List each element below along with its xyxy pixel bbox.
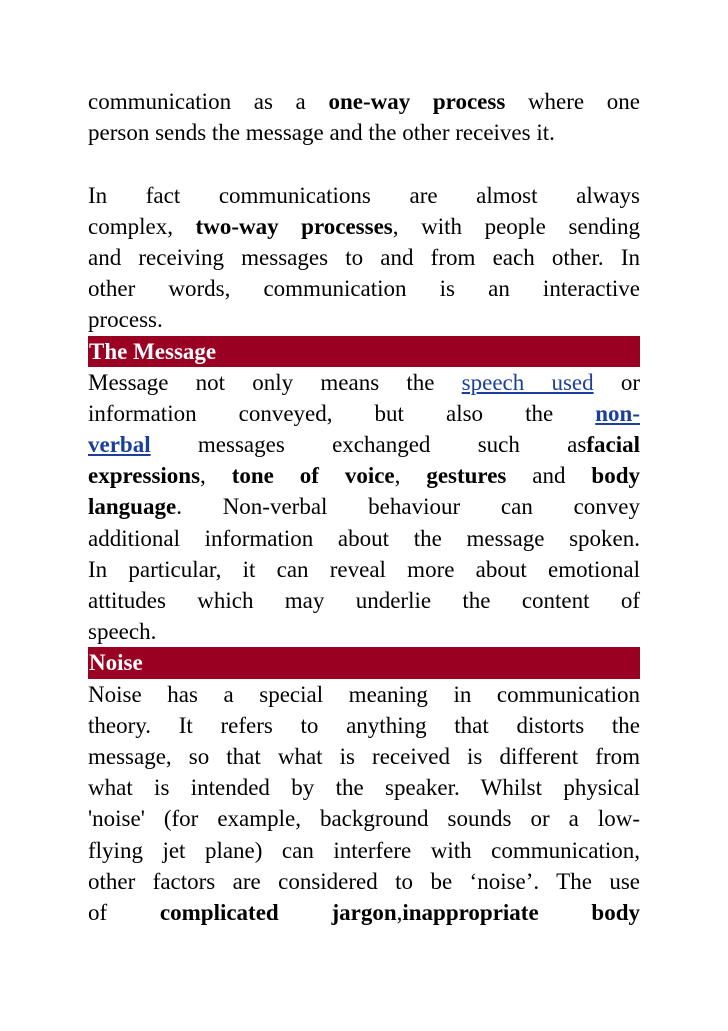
message-line-9: speech. [88,619,157,645]
noise-line-8 [88,897,640,928]
message-line-1 [88,367,640,398]
text-run: or [593,369,640,395]
text-run: , [394,463,427,489]
para2-line-4: other words, communication is an interactive [88,276,640,302]
para2-line-3: and receiving messages to and from each other. In [88,244,640,270]
text-run: where one [505,89,640,114]
text-run: communication as a [88,89,329,114]
bold-term-inappropriate-body: inappropriate body [402,899,640,925]
text-run: complex, [88,213,196,239]
text-run: Message not only means the [88,369,462,395]
bold-term-gestures: gestures [426,463,507,489]
message-line-8: attitudes which may underlie the content of [88,588,640,613]
text-run: , [200,463,232,489]
text-run: information conveyed, but also the [88,400,596,426]
link-non-verbal-part-2[interactable]: verbal [88,432,151,458]
para2-line-2 [88,211,640,242]
paragraph-spacer [88,148,640,179]
bold-term-complicated-jargon: complicated jargon [159,899,397,925]
document-page [88,86,640,928]
bold-term-body: body [591,463,640,489]
message-line-6: additional information about the message spoken. [88,525,640,551]
bold-term-one-way-process: one-way process [328,89,506,114]
text-run: and [506,463,592,489]
bold-term-facial: facial [586,432,640,458]
text-run: messages exchanged such as [150,432,587,458]
link-speech-used[interactable]: speech used [461,369,594,395]
noise-line-5: 'noise' (for example, background sounds or a low- [88,806,640,832]
bold-term-language: language [88,494,177,520]
para2-line-5: process. [88,307,163,333]
noise-line-3: message, so that what is received is different from [88,743,640,769]
text-run: of [88,899,160,925]
message-line-7: In particular, it can reveal more about emotional [88,556,640,582]
noise-line-7: other factors are considered to be ‘noise’. The use [88,868,640,894]
message-line-4 [88,460,640,491]
intro-line-2: person sends the message and the other receives it. [88,120,555,146]
intro-line-1 [88,86,640,117]
section-heading-message: The Message [88,336,640,367]
bold-term-two-way-processes: two-way processes [195,213,393,239]
text-run: , [396,899,403,925]
noise-line-2: theory. It refers to anything that distorts the [88,712,640,738]
para2-line-1: In fact communications are almost always [88,182,640,208]
section-heading-noise: Noise [88,647,640,678]
noise-line-4: what is intended by the speaker. Whilst physical [88,775,640,801]
link-non-verbal-part-1[interactable]: non- [595,400,640,426]
noise-line-6: flying jet plane) can interfere with communication, [88,837,640,863]
message-line-3 [88,429,640,460]
noise-line-1: Noise has a special meaning in communication [88,681,640,707]
text-run: . Non-verbal behaviour can convey [176,494,640,520]
bold-term-tone-of-voice: tone of voice [231,463,395,489]
bold-term-expressions: expressions [88,463,201,489]
message-line-2 [88,398,640,429]
text-run: , with people sending [392,213,641,239]
message-line-5 [88,491,640,522]
